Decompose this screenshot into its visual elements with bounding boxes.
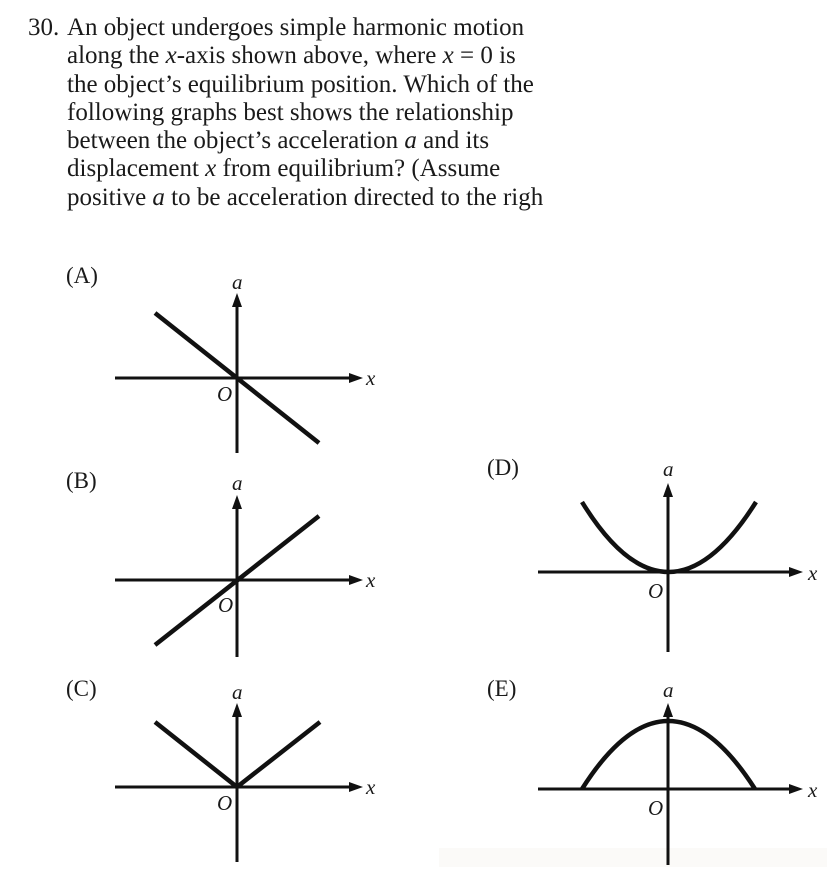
x-axis-label: x [808,561,818,585]
x-axis-label: x [366,568,376,592]
text-run: between the object’s acceleration [67,127,405,155]
text-run: along the [67,42,166,70]
x-axis-label: x [366,366,376,390]
origin-label: O [217,382,233,406]
option-a-label[interactable]: (A) [66,263,98,288]
origin-label: O [218,593,234,617]
graph-e[interactable] [538,678,818,865]
y-axis-label: a [232,680,243,704]
variable-x: x [205,155,217,183]
variable-x: x [165,42,177,70]
variable-x: x [442,42,454,70]
origin-label: O [648,796,664,820]
text-run: -axis shown above, where [176,42,443,70]
y-axis-label: a [663,678,674,702]
y-axis-arrow-icon [663,483,673,497]
x-axis-arrow-icon [349,575,363,585]
y-axis-arrow-icon [232,293,242,307]
text-run: following graphs best shows the relationship [67,98,514,126]
question-number: 30. [28,14,60,41]
y-axis-label: a [232,270,243,294]
graph-c[interactable] [115,680,376,862]
x-axis-arrow-icon [789,784,803,794]
text-run: and its [416,127,490,155]
y-axis-label: a [232,471,243,495]
text-run: to be acceleration directed to the righ [164,183,544,211]
text-run: An object undergoes simple harmonic motion [67,14,525,41]
y-axis-label: a [663,457,674,481]
text-run: = 0 is [453,42,516,70]
x-axis-arrow-icon [349,782,363,792]
x-axis-label: x [808,778,818,802]
option-e-label[interactable]: (E) [487,676,517,701]
option-d-label[interactable]: (D) [487,455,519,480]
y-axis-arrow-icon [232,703,242,717]
text-run: displacement [67,155,206,183]
option-c-label[interactable]: (C) [66,676,97,701]
text-run: positive [67,183,153,211]
graph-d[interactable] [538,457,818,652]
x-axis-arrow-icon [789,567,803,577]
y-axis-arrow-icon [232,495,242,509]
option-b-label[interactable]: (B) [66,468,97,493]
graph-b[interactable] [115,471,376,657]
y-axis-arrow-icon [663,703,673,717]
origin-label: O [648,579,664,603]
variable-a: a [152,183,165,211]
variable-a: a [404,127,417,155]
origin-label: O [217,791,233,815]
graph-a[interactable] [115,270,376,453]
x-axis-label: x [366,775,376,799]
x-axis-arrow-icon [349,373,363,383]
text-run: from equilibrium? (Assume [216,155,501,183]
text-run: the object’s equilibrium position. Which of the [67,70,534,98]
